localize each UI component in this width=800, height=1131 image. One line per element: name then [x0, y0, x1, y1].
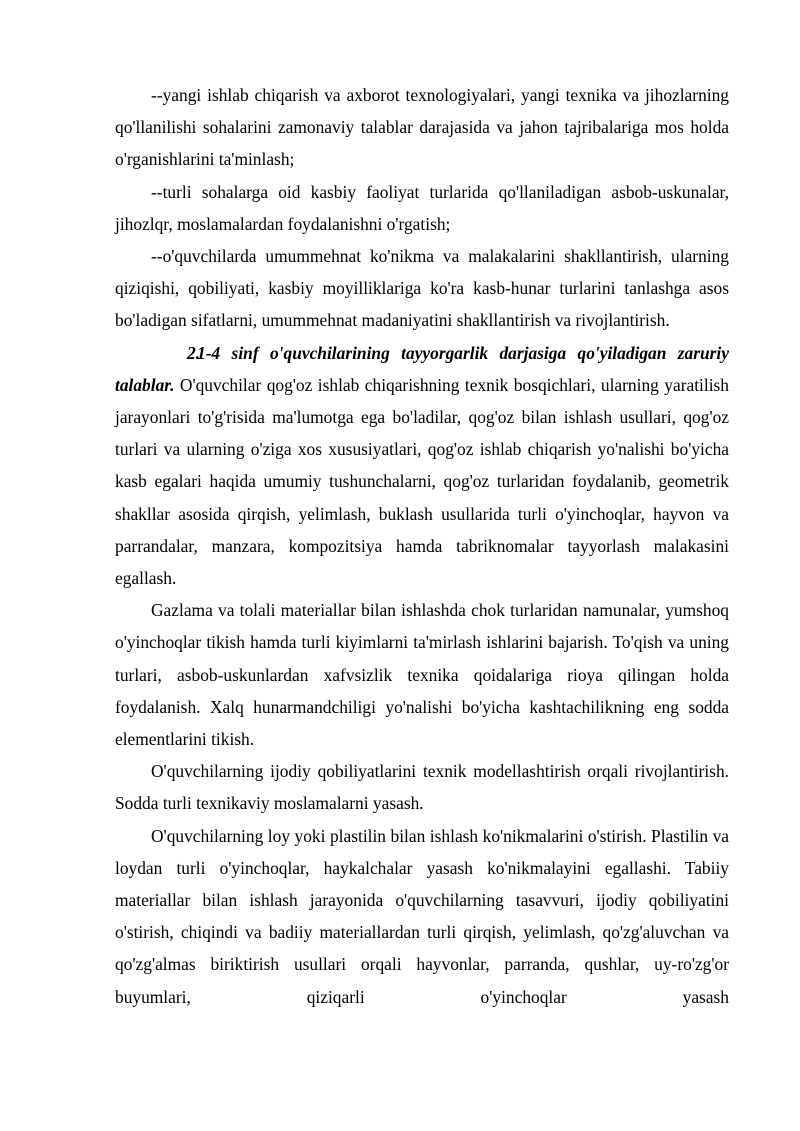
- section-body: O'quvchilar qog'oz ishlab chiqarishning texnik bosqichlari, ularning yaratilish jarayonlari to'g'risida ma'lumotga ega bo'ladilar, qog'oz bilan ishlash usullari, qog'oz turlari va ularning o'ziga xos xususiyatlari, qog'oz ishlab chiqarish yo'nalishi bo'yicha kasb egalari haqida umumiy tushunchalarni, qog'oz turlaridan foydalanib, geometrik shakllar asosida qirqish, yelimlash, buklash usullarida turli o'yinchoqlar, hayvon va parrandalar, manzara, kompozitsiya hamda tabriknomalar tayyorlash malakasini egallash.: [115, 374, 729, 589]
- paragraph-requirements: [115, 337, 729, 595]
- paragraph-objectives-tools: --turli sohalarga oid kasbiy faoliyat turlarida qo'llaniladigan asbob-uskunalar, jihozlqr, moslamalardan foydalanishni o'rgatish;: [115, 181, 729, 234]
- paragraph-modeling: O'quvchilarning ijodiy qobiliyatlarini texnik modellashtirish orqali rivojlantirish. Sodda turli texnikaviy moslamalarni yasash.: [115, 761, 729, 814]
- document-page: [115, 79, 729, 1013]
- section-heading: 1-4 sinf o'quvchilarining tayyorgarlik darjasiga qo'yiladigan zaruriy talablar.: [115, 342, 729, 395]
- paragraph-clay-work: O'quvchilarning loy yoki plastilin bilan ishlash ko'nikmalarini o'stirish. Plastilin va loydan turli o'yinchoqlar, haykalchalar yasash ko'nikmalayini egallashi. Tabiiy materiallar bilan ishlash jarayonida o'quvchilarning tasavvuri, ijodiy qobiliyatini o'stirish, chiqindi va badiiy materiallardan turli qirqish, yelimlash, qo'zg'aluvchan va qo'zg'almas biriktirish usullari orqali hayvonlar, parranda, qushlar, uy-ro'zg'or buyumlari, qiziqarli o'yinchoqlar yasash: [115, 825, 729, 1007]
- paragraph-objectives-technology: --yangi ishlab chiqarish va axborot texnologiyalari, yangi texnika va jihozlarning qo'llanilishi sohalarini zamonaviy talablar darajasida va jahon tajribalariga mos holda o'rganishlarini ta'minlash;: [115, 85, 729, 170]
- paragraph-fabric-work: Gazlama va tolali materiallar bilan ishlashda chok turlaridan namunalar, yumshoq o'yinchoqlar tikish hamda turli kiyimlarni ta'mirlash ishlarini bajarish. To'qish va uning turlari, asbob-uskunlardan xafvsizlik texnika qoidalariga rioya qilingan holda foydalanish. Xalq hunarmandchiligi yo'nalishi bo'yicha kashtachilikning eng sodda elementlarini tikish.: [115, 600, 729, 750]
- paragraph-objectives-skills: --o'quvchilarda umummehnat ko'nikma va malakalarini shakllantirish, ularning qiziqishi, qobiliyati, kasbiy moyilliklariga ko'ra kasb-hunar turlarini tanlashga asos bo'ladigan sifatlarni, umummehnat madaniyatini shakllantirish va rivojlantirish.: [115, 246, 729, 331]
- section-number: 2.: [187, 342, 201, 363]
